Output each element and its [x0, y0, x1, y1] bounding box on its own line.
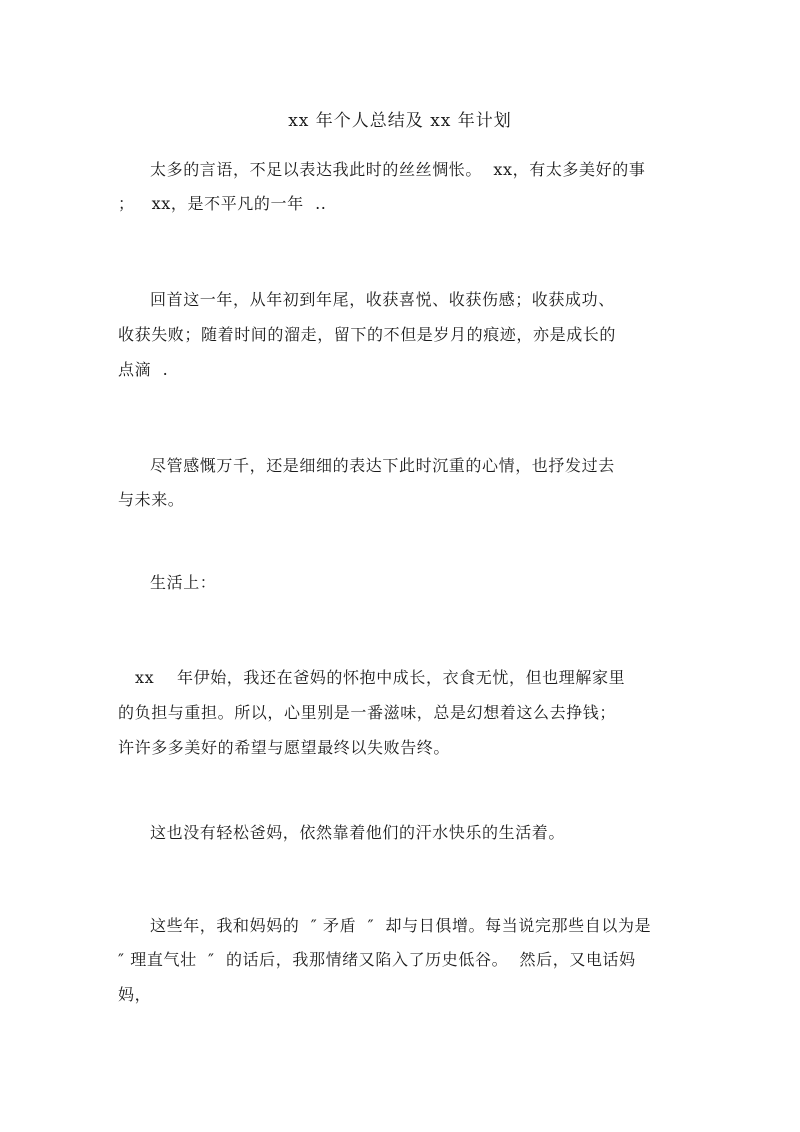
paragraph-2-line-2: 收获失败；随着时间的溜走，留下的不但是岁月的痕迹，亦是成长的: [118, 325, 617, 344]
section-heading-life: 生活上：: [150, 573, 217, 592]
paragraph-1-line-2: ； xx，是不平凡的一年 ..: [118, 194, 327, 213]
paragraph-4-line-3: 许许多多美好的希望与愿望最终以失败告终。: [118, 738, 451, 757]
paragraph-2-line-3: 点滴 .: [118, 360, 169, 379]
paragraph-3-line-2: 与未来。: [118, 490, 185, 509]
paragraph-1-line-1: 太多的言语，不足以表达我此时的丝丝惆怅。 xx，有太多美好的事: [150, 160, 646, 179]
document-title: xx 年个人总结及 xx 年计划: [288, 111, 512, 131]
paragraph-6-line-3: 妈，: [118, 985, 152, 1004]
paragraph-3-line-1: 尽管感慨万千，还是细细的表达下此时沉重的心情，也抒发过去: [150, 456, 615, 475]
paragraph-4-line-2: 的负担与重担。所以，心里别是一番滋味，总是幻想着这么去挣钱；: [118, 703, 617, 722]
paragraph-5-line-1: 这也没有轻松爸妈，依然靠着他们的汗水快乐的生活着。: [150, 823, 566, 842]
paragraph-6-line-2: ″ 理直气壮 ″ 的话后，我那情绪又陷入了历史低谷。 然后，又电话妈: [118, 950, 636, 969]
paragraph-4-line-1: xx 年伊始，我还在爸妈的怀抱中成长，衣食无忧，但也理解家里: [135, 668, 626, 687]
paragraph-2-line-1: 回首这一年，从年初到年尾，收获喜悦、收获伤感；收获成功、: [150, 290, 615, 309]
paragraph-6-line-1: 这些年，我和妈妈的 ″ 矛盾 ″ 却与日俱增。每当说完那些自以为是: [150, 916, 652, 935]
